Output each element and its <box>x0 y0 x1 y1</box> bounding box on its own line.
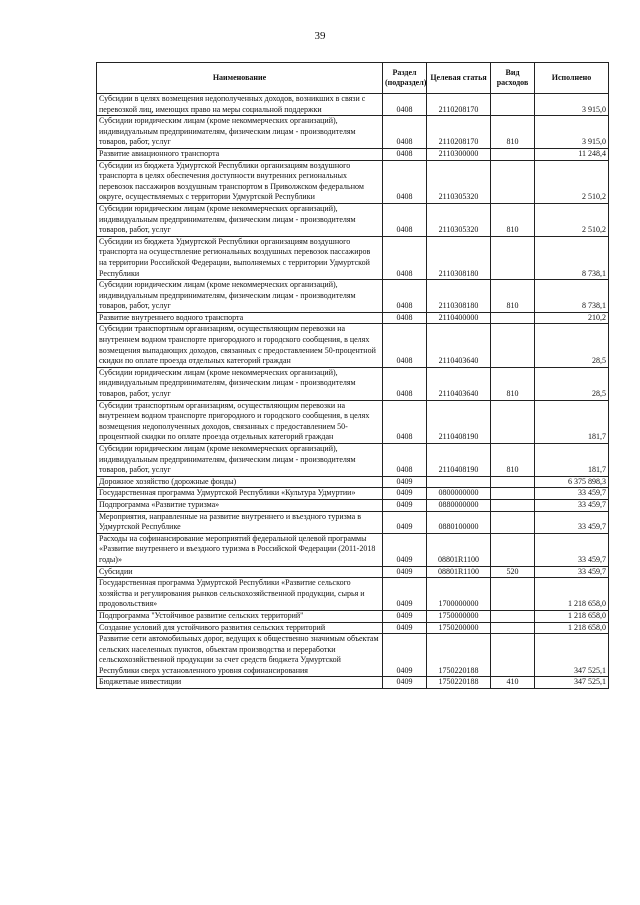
table-row <box>97 116 609 149</box>
cell-amount: 347 525,1 <box>535 677 609 689</box>
cell-name: Дорожное хозяйство (дорожные фонды) <box>97 476 383 488</box>
cell-name: Субсидии транспортным организациям, осуществляющим перевозки на внутреннем водном транспорте пригородного и городского сообщения, в целях возмещения выпадающих доходов, связанных с предоставлением 50-процентной скидки по оплате проезда отдельных категорий граждан <box>97 324 383 367</box>
cell-section: 0409 <box>383 488 427 500</box>
cell-expense <box>491 476 535 488</box>
table-row <box>97 488 609 500</box>
cell-amount: 11 248,4 <box>535 148 609 160</box>
cell-target: 2110403640 <box>427 367 491 400</box>
cell-section: 0408 <box>383 148 427 160</box>
table-row <box>97 94 609 116</box>
cell-target: 2110305320 <box>427 203 491 236</box>
cell-amount: 33 459,7 <box>535 533 609 566</box>
table-row <box>97 499 609 511</box>
cell-target: 08801R1100 <box>427 566 491 578</box>
cell-target: 2110208170 <box>427 116 491 149</box>
table-row <box>97 610 609 622</box>
cell-section: 0408 <box>383 324 427 367</box>
cell-target: 08801R1100 <box>427 533 491 566</box>
cell-name: Субсидии юридическим лицам (кроме некоммерческих организаций), индивидуальным предпринимателям, физическим лицам - производителям товаров, работ, услуг <box>97 116 383 149</box>
cell-amount: 28,5 <box>535 324 609 367</box>
cell-section: 0409 <box>383 634 427 677</box>
cell-name: Развитие сети автомобильных дорог, ведущих к общественно значимым объектам сельских населенных пунктов, объектам производства и переработки сельскохозяйственной продукции за счет средств бюджета Удмуртской Республики сверх установленного уровня софинансирования <box>97 634 383 677</box>
cell-name: Государственная программа Удмуртской Республики «Культура Удмуртии» <box>97 488 383 500</box>
cell-expense: 810 <box>491 203 535 236</box>
table-row <box>97 236 609 279</box>
cell-expense <box>491 578 535 611</box>
cell-expense <box>491 148 535 160</box>
cell-target: 2110408190 <box>427 400 491 443</box>
cell-expense <box>491 499 535 511</box>
cell-name: Субсидии юридическим лицам (кроме некоммерческих организаций), индивидуальным предпринимателям, физическим лицам - производителям товаров, работ, услуг <box>97 203 383 236</box>
cell-section: 0409 <box>383 566 427 578</box>
cell-target: 2110300000 <box>427 148 491 160</box>
cell-section: 0409 <box>383 610 427 622</box>
cell-name: Субсидии транспортным организациям, осуществляющим перевозки на внутреннем водном транспорте пригородного и городского сообщения, в целях возмещения недополученных доходов, связанных с предоставлением 50-процентной скидки по оплате проезда отдельных категорий граждан <box>97 400 383 443</box>
cell-target: 0880100000 <box>427 511 491 533</box>
table-row <box>97 444 609 477</box>
cell-section: 0409 <box>383 622 427 634</box>
cell-name: Создание условий для устойчивого развития сельских территорий <box>97 622 383 634</box>
cell-section: 0408 <box>383 444 427 477</box>
cell-expense: 810 <box>491 116 535 149</box>
cell-amount: 33 459,7 <box>535 566 609 578</box>
table-row <box>97 578 609 611</box>
cell-section: 0408 <box>383 367 427 400</box>
table-row <box>97 622 609 634</box>
cell-name: Развитие внутреннего водного транспорта <box>97 312 383 324</box>
cell-name: Мероприятия, направленные на развитие внутреннего и въездного туризма в Удмуртской Республике <box>97 511 383 533</box>
cell-target: 2110208170 <box>427 94 491 116</box>
cell-amount: 181,7 <box>535 444 609 477</box>
cell-name: Подпрограмма "Устойчивое развитие сельских территорий" <box>97 610 383 622</box>
table-row <box>97 312 609 324</box>
cell-name: Субсидии из бюджета Удмуртской Республики организациям воздушного транспорта на осуществление региональных воздушных перевозок пассажиров на территории Российской Федерации, выполняемых с территории Удмуртской Республики <box>97 236 383 279</box>
cell-amount: 1 218 658,0 <box>535 578 609 611</box>
cell-target: 1750200000 <box>427 622 491 634</box>
cell-section: 0408 <box>383 400 427 443</box>
cell-target: 0800000000 <box>427 488 491 500</box>
cell-name: Развитие авиационного транспорта <box>97 148 383 160</box>
cell-amount: 181,7 <box>535 400 609 443</box>
cell-amount: 6 375 898,3 <box>535 476 609 488</box>
table-row <box>97 280 609 313</box>
table-header-row <box>97 63 609 94</box>
header-target: Целевая статья <box>427 63 491 94</box>
cell-section: 0409 <box>383 533 427 566</box>
cell-section: 0409 <box>383 476 427 488</box>
cell-name: Субсидии юридическим лицам (кроме некоммерческих организаций), индивидуальным предпринимателям, физическим лицам - производителям товаров, работ, услуг <box>97 367 383 400</box>
cell-name: Субсидии <box>97 566 383 578</box>
page-number: 39 <box>314 30 326 42</box>
cell-section: 0408 <box>383 94 427 116</box>
cell-section: 0408 <box>383 236 427 279</box>
cell-name: Расходы на софинансирование мероприятий федеральной целевой программы «Развитие внутреннего и въездного туризма в Российской Федерации (2011-2018 годы)» <box>97 533 383 566</box>
table-row <box>97 677 609 689</box>
cell-amount: 210,2 <box>535 312 609 324</box>
cell-section: 0408 <box>383 312 427 324</box>
cell-expense: 410 <box>491 677 535 689</box>
cell-amount: 3 915,0 <box>535 116 609 149</box>
table-row <box>97 367 609 400</box>
cell-target: 1750220188 <box>427 634 491 677</box>
header-amount: Исполнено <box>535 63 609 94</box>
cell-target: 1750220188 <box>427 677 491 689</box>
cell-section: 0408 <box>383 116 427 149</box>
cell-expense <box>491 511 535 533</box>
cell-expense <box>491 236 535 279</box>
cell-target: 1700000000 <box>427 578 491 611</box>
cell-name: Подпрограмма «Развитие туризма» <box>97 499 383 511</box>
cell-target: 1750000000 <box>427 610 491 622</box>
table-row <box>97 400 609 443</box>
cell-expense <box>491 634 535 677</box>
cell-amount: 28,5 <box>535 367 609 400</box>
cell-name: Субсидии юридическим лицам (кроме некоммерческих организаций), индивидуальным предпринимателям, физическим лицам - производителям товаров, работ, услуг <box>97 280 383 313</box>
budget-table <box>96 62 609 689</box>
cell-section: 0408 <box>383 203 427 236</box>
cell-amount: 8 738,1 <box>535 280 609 313</box>
cell-target: 2110400000 <box>427 312 491 324</box>
cell-amount: 3 915,0 <box>535 94 609 116</box>
cell-name: Бюджетные инвестиции <box>97 677 383 689</box>
cell-expense <box>491 94 535 116</box>
cell-section: 0409 <box>383 578 427 611</box>
cell-expense <box>491 312 535 324</box>
cell-amount: 33 459,7 <box>535 488 609 500</box>
cell-target: 2110408190 <box>427 444 491 477</box>
cell-amount: 2 510,2 <box>535 160 609 203</box>
cell-expense: 810 <box>491 280 535 313</box>
cell-amount: 33 459,7 <box>535 511 609 533</box>
cell-amount: 2 510,2 <box>535 203 609 236</box>
cell-name: Субсидии юридическим лицам (кроме некоммерческих организаций), индивидуальным предпринимателям, физическим лицам - производителям товаров, работ, услуг <box>97 444 383 477</box>
cell-expense <box>491 400 535 443</box>
table-row <box>97 160 609 203</box>
cell-expense: 810 <box>491 444 535 477</box>
table-body <box>97 94 609 689</box>
cell-expense <box>491 533 535 566</box>
cell-target: 2110308180 <box>427 236 491 279</box>
cell-expense <box>491 160 535 203</box>
table-row <box>97 324 609 367</box>
table-row <box>97 148 609 160</box>
cell-target: 2110403640 <box>427 324 491 367</box>
cell-name: Субсидии в целях возмещения недополученных доходов, возникших в связи с перевозкой лиц, имеющих право на меры социальной поддержки <box>97 94 383 116</box>
cell-amount: 1 218 658,0 <box>535 622 609 634</box>
cell-target: 0880000000 <box>427 499 491 511</box>
cell-section: 0409 <box>383 499 427 511</box>
cell-section: 0408 <box>383 280 427 313</box>
table-row <box>97 203 609 236</box>
cell-expense <box>491 622 535 634</box>
header-section: Раздел (подраздел) <box>383 63 427 94</box>
header-name: Наименование <box>97 63 383 94</box>
cell-target: 2110308180 <box>427 280 491 313</box>
table-row <box>97 566 609 578</box>
cell-amount: 33 459,7 <box>535 499 609 511</box>
cell-section: 0409 <box>383 511 427 533</box>
cell-name: Субсидии из бюджета Удмуртской Республики организациям воздушного транспорта в целях обеспечения доступности внутренних региональных перевозок пассажиров воздушным транспортом в Приволжском федеральном округе, осуществляемых с территории Удмуртской Республики <box>97 160 383 203</box>
cell-expense <box>491 610 535 622</box>
table-row <box>97 476 609 488</box>
table-row <box>97 533 609 566</box>
cell-name: Государственная программа Удмуртской Республики «Развитие сельского хозяйства и регулирования рынков сельскохозяйственной продукции, сырья и продовольствия» <box>97 578 383 611</box>
cell-amount: 1 218 658,0 <box>535 610 609 622</box>
cell-section: 0409 <box>383 677 427 689</box>
table-row <box>97 511 609 533</box>
cell-amount: 8 738,1 <box>535 236 609 279</box>
cell-target: 2110305320 <box>427 160 491 203</box>
cell-target <box>427 476 491 488</box>
cell-section: 0408 <box>383 160 427 203</box>
cell-expense <box>491 488 535 500</box>
cell-amount: 347 525,1 <box>535 634 609 677</box>
cell-expense: 810 <box>491 367 535 400</box>
table-row <box>97 634 609 677</box>
header-expense: Вид расходов <box>491 63 535 94</box>
cell-expense: 520 <box>491 566 535 578</box>
cell-expense <box>491 324 535 367</box>
